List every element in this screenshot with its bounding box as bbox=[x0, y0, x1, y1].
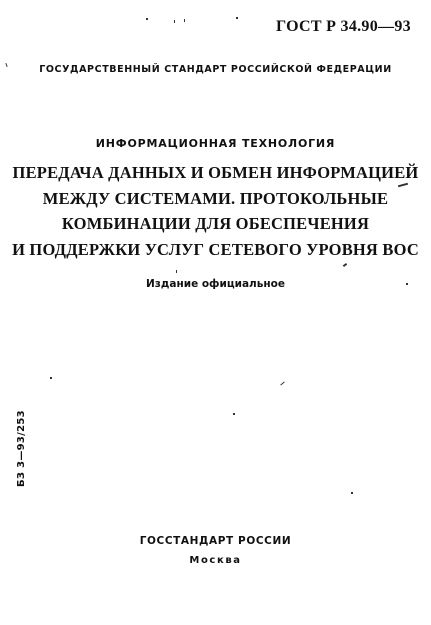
scan-speck bbox=[50, 377, 52, 379]
scan-speck bbox=[176, 270, 177, 273]
scan-speck bbox=[233, 413, 235, 415]
title-line-3: КОМБИНАЦИИ ДЛЯ ОБЕСПЕЧЕНИЯ bbox=[61, 214, 370, 233]
edition-note: Издание официальное bbox=[146, 278, 285, 290]
scan-speck bbox=[184, 19, 185, 22]
scan-speck bbox=[280, 382, 284, 386]
scan-speck bbox=[174, 20, 175, 23]
subject-heading: ИНФОРМАЦИОННАЯ ТЕХНОЛОГИЯ bbox=[95, 137, 336, 150]
scan-speck bbox=[146, 18, 148, 20]
scan-speck bbox=[236, 17, 238, 19]
standard-number: ГОСТ Р 34.90—93 bbox=[276, 18, 411, 35]
document-title bbox=[0, 160, 431, 262]
publisher-name: ГОССТАНДАРТ РОССИИ bbox=[139, 535, 292, 547]
publisher-city: Москва bbox=[189, 555, 242, 566]
scan-speck bbox=[343, 263, 347, 267]
title-line-4: И ПОДДЕРЖКИ УСЛУГ СЕТЕВОГО УРОВНЯ ВОС bbox=[12, 239, 419, 259]
side-catalog-code: БЗ 3—93/253 bbox=[16, 410, 27, 487]
scan-speck bbox=[351, 492, 353, 494]
scan-speck bbox=[406, 283, 408, 285]
title-line-1: ПЕРЕДАЧА ДАННЫХ И ОБМЕН ИНФОРМАЦИЕЙ bbox=[12, 163, 419, 182]
title-line-2: МЕЖДУ СИСТЕМАМИ. ПРОТОКОЛЬНЫЕ bbox=[42, 188, 389, 208]
state-standard-heading: ГОСУДАРСТВЕННЫЙ СТАНДАРТ РОССИЙСКОЙ ФЕДЕРАЦИИ bbox=[39, 64, 392, 75]
